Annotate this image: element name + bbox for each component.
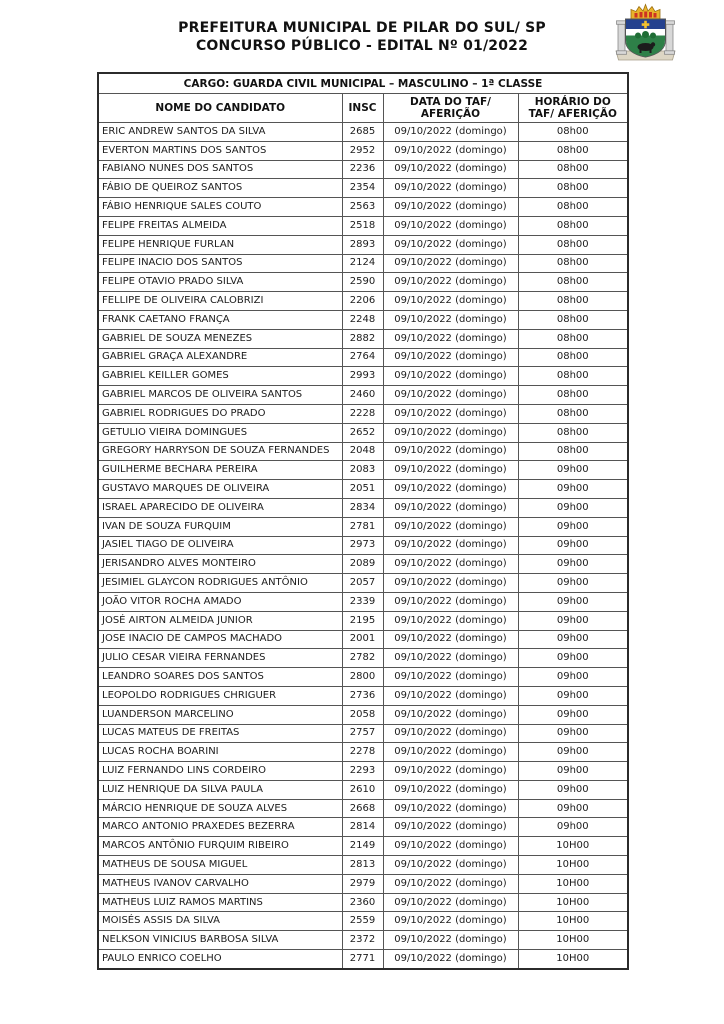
table-row bbox=[98, 423, 628, 442]
cell-taf-date: 09/10/2022 (domingo) bbox=[383, 724, 518, 743]
cell-insc: 2124 bbox=[342, 254, 383, 273]
cell-taf-date: 09/10/2022 (domingo) bbox=[383, 649, 518, 668]
cell-taf-date: 09/10/2022 (domingo) bbox=[383, 198, 518, 217]
cell-taf-date: 09/10/2022 (domingo) bbox=[383, 310, 518, 329]
cell-taf-time: 09h00 bbox=[518, 799, 628, 818]
table-row bbox=[98, 611, 628, 630]
cell-candidate-name: GABRIEL RODRIGUES DO PRADO bbox=[98, 404, 342, 423]
cell-insc: 2248 bbox=[342, 310, 383, 329]
cell-insc: 2610 bbox=[342, 780, 383, 799]
table-row bbox=[98, 893, 628, 912]
cell-candidate-name: FÁBIO DE QUEIROZ SANTOS bbox=[98, 179, 342, 198]
cell-taf-time: 08h00 bbox=[518, 404, 628, 423]
cell-taf-date: 09/10/2022 (domingo) bbox=[383, 179, 518, 198]
cell-insc: 2354 bbox=[342, 179, 383, 198]
cell-candidate-name: ISRAEL APARECIDO DE OLIVEIRA bbox=[98, 498, 342, 517]
cell-taf-time: 09h00 bbox=[518, 686, 628, 705]
title-line-1: PREFEITURA MUNICIPAL DE PILAR DO SUL/ SP bbox=[178, 20, 546, 36]
cell-insc: 2360 bbox=[342, 893, 383, 912]
cell-taf-time: 09h00 bbox=[518, 762, 628, 781]
table-row bbox=[98, 179, 628, 198]
cell-taf-date: 09/10/2022 (domingo) bbox=[383, 273, 518, 292]
cell-taf-time: 08h00 bbox=[518, 216, 628, 235]
cell-candidate-name: GABRIEL MARCOS DE OLIVEIRA SANTOS bbox=[98, 386, 342, 405]
cell-taf-time: 09h00 bbox=[518, 724, 628, 743]
cell-candidate-name: LEANDRO SOARES DOS SANTOS bbox=[98, 668, 342, 687]
table-row bbox=[98, 555, 628, 574]
cell-taf-time: 09h00 bbox=[518, 517, 628, 536]
cell-taf-time: 08h00 bbox=[518, 442, 628, 461]
table-row bbox=[98, 310, 628, 329]
candidate-table bbox=[97, 72, 629, 970]
table-row bbox=[98, 536, 628, 555]
cell-taf-date: 09/10/2022 (domingo) bbox=[383, 555, 518, 574]
cell-taf-date: 09/10/2022 (domingo) bbox=[383, 517, 518, 536]
cell-taf-time: 08h00 bbox=[518, 310, 628, 329]
cell-candidate-name: MATHEUS LUIZ RAMOS MARTINS bbox=[98, 893, 342, 912]
cell-taf-time: 08h00 bbox=[518, 198, 628, 217]
cell-taf-date: 09/10/2022 (domingo) bbox=[383, 705, 518, 724]
cell-taf-date: 09/10/2022 (domingo) bbox=[383, 592, 518, 611]
cell-candidate-name: JOÃO VITOR ROCHA AMADO bbox=[98, 592, 342, 611]
cell-candidate-name: PAULO ENRICO COELHO bbox=[98, 950, 342, 969]
table-row bbox=[98, 592, 628, 611]
table-row bbox=[98, 292, 628, 311]
cell-taf-date: 09/10/2022 (domingo) bbox=[383, 423, 518, 442]
cell-candidate-name: JOSE INACIO DE CAMPOS MACHADO bbox=[98, 630, 342, 649]
table-row bbox=[98, 818, 628, 837]
table-row bbox=[98, 235, 628, 254]
cell-insc: 2563 bbox=[342, 198, 383, 217]
cell-candidate-name: LEOPOLDO RODRIGUES CHRIGUER bbox=[98, 686, 342, 705]
cell-insc: 2668 bbox=[342, 799, 383, 818]
column-header-time: HORÁRIO DO TAF/ AFERIÇÃO bbox=[518, 94, 628, 123]
cell-candidate-name: GETULIO VIEIRA DOMINGUES bbox=[98, 423, 342, 442]
cell-taf-date: 09/10/2022 (domingo) bbox=[383, 837, 518, 856]
cell-candidate-name: LUCAS ROCHA BOARINI bbox=[98, 743, 342, 762]
cell-taf-date: 09/10/2022 (domingo) bbox=[383, 856, 518, 875]
table-row bbox=[98, 404, 628, 423]
cell-insc: 2771 bbox=[342, 950, 383, 969]
cell-candidate-name: GREGORY HARRYSON DE SOUZA FERNANDES bbox=[98, 442, 342, 461]
cell-taf-date: 09/10/2022 (domingo) bbox=[383, 461, 518, 480]
table-row bbox=[98, 329, 628, 348]
cell-taf-date: 09/10/2022 (domingo) bbox=[383, 574, 518, 593]
cell-taf-date: 09/10/2022 (domingo) bbox=[383, 329, 518, 348]
cell-insc: 2048 bbox=[342, 442, 383, 461]
table-row bbox=[98, 743, 628, 762]
cell-insc: 2460 bbox=[342, 386, 383, 405]
cell-taf-time: 08h00 bbox=[518, 367, 628, 386]
column-header-name: NOME DO CANDIDATO bbox=[98, 94, 342, 123]
cell-taf-time: 10H00 bbox=[518, 837, 628, 856]
cell-insc: 2195 bbox=[342, 611, 383, 630]
cell-candidate-name: IVAN DE SOUZA FURQUIM bbox=[98, 517, 342, 536]
table-row bbox=[98, 254, 628, 273]
cell-taf-time: 08h00 bbox=[518, 329, 628, 348]
cell-taf-date: 09/10/2022 (domingo) bbox=[383, 292, 518, 311]
table-row bbox=[98, 141, 628, 160]
cell-insc: 2800 bbox=[342, 668, 383, 687]
cell-taf-time: 09h00 bbox=[518, 780, 628, 799]
cell-candidate-name: FELIPE HENRIQUE FURLAN bbox=[98, 235, 342, 254]
cell-candidate-name: FÁBIO HENRIQUE SALES COUTO bbox=[98, 198, 342, 217]
table-row bbox=[98, 856, 628, 875]
table-row bbox=[98, 480, 628, 499]
cell-taf-time: 10H00 bbox=[518, 856, 628, 875]
cell-insc: 2058 bbox=[342, 705, 383, 724]
cell-taf-time: 09h00 bbox=[518, 592, 628, 611]
table-row bbox=[98, 517, 628, 536]
cell-taf-time: 10H00 bbox=[518, 874, 628, 893]
cell-taf-date: 09/10/2022 (domingo) bbox=[383, 912, 518, 931]
cell-candidate-name: LUIZ FERNANDO LINS CORDEIRO bbox=[98, 762, 342, 781]
cell-insc: 2590 bbox=[342, 273, 383, 292]
cell-taf-date: 09/10/2022 (domingo) bbox=[383, 367, 518, 386]
cell-taf-time: 10H00 bbox=[518, 950, 628, 969]
cell-taf-time: 08h00 bbox=[518, 386, 628, 405]
cell-taf-date: 09/10/2022 (domingo) bbox=[383, 931, 518, 950]
column-header-date: DATA DO TAF/ AFERIÇÃO bbox=[383, 94, 518, 123]
cell-taf-date: 09/10/2022 (domingo) bbox=[383, 950, 518, 969]
cell-taf-time: 09h00 bbox=[518, 498, 628, 517]
cell-candidate-name: MÁRCIO HENRIQUE DE SOUZA ALVES bbox=[98, 799, 342, 818]
table-row bbox=[98, 837, 628, 856]
cell-taf-time: 09h00 bbox=[518, 480, 628, 499]
table-row bbox=[98, 574, 628, 593]
table-row bbox=[98, 386, 628, 405]
cell-candidate-name: NELKSON VINICIUS BARBOSA SILVA bbox=[98, 931, 342, 950]
cell-candidate-name: JULIO CESAR VIEIRA FERNANDES bbox=[98, 649, 342, 668]
cell-insc: 2278 bbox=[342, 743, 383, 762]
cell-candidate-name: FELIPE INACIO DOS SANTOS bbox=[98, 254, 342, 273]
cell-candidate-name: JOSÉ AIRTON ALMEIDA JUNIOR bbox=[98, 611, 342, 630]
cell-taf-date: 09/10/2022 (domingo) bbox=[383, 536, 518, 555]
cell-candidate-name: JESIMIEL GLAYCON RODRIGUES ANTÔNIO bbox=[98, 574, 342, 593]
cell-candidate-name: EVERTON MARTINS DOS SANTOS bbox=[98, 141, 342, 160]
cell-taf-date: 09/10/2022 (domingo) bbox=[383, 611, 518, 630]
cell-insc: 2952 bbox=[342, 141, 383, 160]
cell-taf-date: 09/10/2022 (domingo) bbox=[383, 480, 518, 499]
cell-insc: 2814 bbox=[342, 818, 383, 837]
cell-insc: 2236 bbox=[342, 160, 383, 179]
cell-taf-time: 09h00 bbox=[518, 630, 628, 649]
table-row bbox=[98, 724, 628, 743]
table-row bbox=[98, 874, 628, 893]
cell-taf-date: 09/10/2022 (domingo) bbox=[383, 818, 518, 837]
cell-insc: 2973 bbox=[342, 536, 383, 555]
cell-candidate-name: GUILHERME BECHARA PEREIRA bbox=[98, 461, 342, 480]
cell-insc: 2685 bbox=[342, 123, 383, 142]
cell-taf-time: 08h00 bbox=[518, 123, 628, 142]
table-row bbox=[98, 931, 628, 950]
cell-insc: 2736 bbox=[342, 686, 383, 705]
cell-taf-date: 09/10/2022 (domingo) bbox=[383, 141, 518, 160]
coat-of-arms-icon bbox=[608, 2, 683, 64]
table-row bbox=[98, 198, 628, 217]
cell-taf-time: 10H00 bbox=[518, 912, 628, 931]
cell-taf-time: 10H00 bbox=[518, 893, 628, 912]
title-line-2: CONCURSO PÚBLICO - EDITAL Nº 01/2022 bbox=[195, 38, 529, 54]
cell-taf-date: 09/10/2022 (domingo) bbox=[383, 874, 518, 893]
cell-insc: 2882 bbox=[342, 329, 383, 348]
cell-insc: 2559 bbox=[342, 912, 383, 931]
cell-taf-date: 09/10/2022 (domingo) bbox=[383, 498, 518, 517]
table-row bbox=[98, 273, 628, 292]
cell-taf-date: 09/10/2022 (domingo) bbox=[383, 386, 518, 405]
cell-insc: 2206 bbox=[342, 292, 383, 311]
cell-taf-date: 09/10/2022 (domingo) bbox=[383, 799, 518, 818]
cell-insc: 2893 bbox=[342, 235, 383, 254]
cell-taf-time: 09h00 bbox=[518, 705, 628, 724]
cell-insc: 2652 bbox=[342, 423, 383, 442]
cell-insc: 2339 bbox=[342, 592, 383, 611]
cell-taf-time: 08h00 bbox=[518, 273, 628, 292]
cell-taf-date: 09/10/2022 (domingo) bbox=[383, 686, 518, 705]
cell-taf-time: 08h00 bbox=[518, 254, 628, 273]
cell-taf-date: 09/10/2022 (domingo) bbox=[383, 442, 518, 461]
cell-taf-time: 08h00 bbox=[518, 235, 628, 254]
table-row bbox=[98, 762, 628, 781]
cell-taf-date: 09/10/2022 (domingo) bbox=[383, 254, 518, 273]
table-row bbox=[98, 630, 628, 649]
cell-taf-time: 08h00 bbox=[518, 141, 628, 160]
cell-taf-date: 09/10/2022 (domingo) bbox=[383, 762, 518, 781]
cell-candidate-name: JERISANDRO ALVES MONTEIRO bbox=[98, 555, 342, 574]
table-row bbox=[98, 216, 628, 235]
table-row bbox=[98, 912, 628, 931]
table-row bbox=[98, 649, 628, 668]
cell-taf-time: 09h00 bbox=[518, 461, 628, 480]
cell-insc: 2834 bbox=[342, 498, 383, 517]
cell-insc: 2979 bbox=[342, 874, 383, 893]
cell-insc: 2764 bbox=[342, 348, 383, 367]
cell-taf-time: 09h00 bbox=[518, 536, 628, 555]
cell-candidate-name: GABRIEL DE SOUZA MENEZES bbox=[98, 329, 342, 348]
cell-candidate-name: MOISÉS ASSIS DA SILVA bbox=[98, 912, 342, 931]
cell-candidate-name: FELLIPE DE OLIVEIRA CALOBRIZI bbox=[98, 292, 342, 311]
table-row bbox=[98, 442, 628, 461]
table-caption-row bbox=[98, 73, 628, 94]
table-row bbox=[98, 348, 628, 367]
table-caption: CARGO: GUARDA CIVIL MUNICIPAL – MASCULINO – 1ª CLASSE bbox=[98, 73, 628, 94]
cell-insc: 2372 bbox=[342, 931, 383, 950]
cell-insc: 2781 bbox=[342, 517, 383, 536]
cell-insc: 2001 bbox=[342, 630, 383, 649]
cell-candidate-name: JASIEL TIAGO DE OLIVEIRA bbox=[98, 536, 342, 555]
table-row bbox=[98, 780, 628, 799]
table-row bbox=[98, 498, 628, 517]
table-row bbox=[98, 160, 628, 179]
table-row bbox=[98, 668, 628, 687]
cell-taf-time: 08h00 bbox=[518, 423, 628, 442]
cell-candidate-name: MATHEUS IVANOV CARVALHO bbox=[98, 874, 342, 893]
cell-candidate-name: FELIPE FREITAS ALMEIDA bbox=[98, 216, 342, 235]
cell-insc: 2057 bbox=[342, 574, 383, 593]
cell-taf-date: 09/10/2022 (domingo) bbox=[383, 780, 518, 799]
cell-taf-date: 09/10/2022 (domingo) bbox=[383, 893, 518, 912]
candidate-table-body bbox=[98, 123, 628, 969]
cell-taf-date: 09/10/2022 (domingo) bbox=[383, 668, 518, 687]
cell-insc: 2813 bbox=[342, 856, 383, 875]
cell-taf-date: 09/10/2022 (domingo) bbox=[383, 216, 518, 235]
cell-taf-time: 09h00 bbox=[518, 668, 628, 687]
cell-insc: 2228 bbox=[342, 404, 383, 423]
cell-taf-date: 09/10/2022 (domingo) bbox=[383, 235, 518, 254]
cell-insc: 2518 bbox=[342, 216, 383, 235]
cell-insc: 2782 bbox=[342, 649, 383, 668]
cell-insc: 2083 bbox=[342, 461, 383, 480]
cell-taf-time: 09h00 bbox=[518, 574, 628, 593]
table-row bbox=[98, 123, 628, 142]
cell-taf-time: 10H00 bbox=[518, 931, 628, 950]
table-row bbox=[98, 686, 628, 705]
cell-candidate-name: LUIZ HENRIQUE DA SILVA PAULA bbox=[98, 780, 342, 799]
cell-insc: 2993 bbox=[342, 367, 383, 386]
cell-insc: 2089 bbox=[342, 555, 383, 574]
cell-taf-date: 09/10/2022 (domingo) bbox=[383, 123, 518, 142]
cell-taf-time: 08h00 bbox=[518, 348, 628, 367]
cell-taf-time: 09h00 bbox=[518, 555, 628, 574]
cell-candidate-name: LUCAS MATEUS DE FREITAS bbox=[98, 724, 342, 743]
column-header-insc: INSC bbox=[342, 94, 383, 123]
cell-taf-time: 08h00 bbox=[518, 292, 628, 311]
cell-candidate-name: FRANK CAETANO FRANÇA bbox=[98, 310, 342, 329]
cell-candidate-name: MARCO ANTONIO PRAXEDES BEZERRA bbox=[98, 818, 342, 837]
cell-candidate-name: GABRIEL KEILLER GOMES bbox=[98, 367, 342, 386]
cell-taf-date: 09/10/2022 (domingo) bbox=[383, 404, 518, 423]
cell-taf-date: 09/10/2022 (domingo) bbox=[383, 743, 518, 762]
table-header-row bbox=[98, 94, 628, 123]
cell-taf-time: 09h00 bbox=[518, 611, 628, 630]
table-row bbox=[98, 705, 628, 724]
cell-taf-time: 09h00 bbox=[518, 818, 628, 837]
cell-insc: 2051 bbox=[342, 480, 383, 499]
cell-taf-time: 08h00 bbox=[518, 160, 628, 179]
cell-taf-date: 09/10/2022 (domingo) bbox=[383, 348, 518, 367]
cell-candidate-name: LUANDERSON MARCELINO bbox=[98, 705, 342, 724]
cell-insc: 2149 bbox=[342, 837, 383, 856]
cell-taf-date: 09/10/2022 (domingo) bbox=[383, 160, 518, 179]
cell-insc: 2757 bbox=[342, 724, 383, 743]
table-row bbox=[98, 367, 628, 386]
cell-insc: 2293 bbox=[342, 762, 383, 781]
table-row bbox=[98, 799, 628, 818]
cell-candidate-name: MARCOS ANTÔNIO FURQUIM RIBEIRO bbox=[98, 837, 342, 856]
cell-taf-time: 08h00 bbox=[518, 179, 628, 198]
cell-candidate-name: GABRIEL GRAÇA ALEXANDRE bbox=[98, 348, 342, 367]
cell-candidate-name: MATHEUS DE SOUSA MIGUEL bbox=[98, 856, 342, 875]
cell-candidate-name: FABIANO NUNES DOS SANTOS bbox=[98, 160, 342, 179]
cell-candidate-name: FELIPE OTAVIO PRADO SILVA bbox=[98, 273, 342, 292]
cell-taf-date: 09/10/2022 (domingo) bbox=[383, 630, 518, 649]
cell-candidate-name: ERIC ANDREW SANTOS DA SILVA bbox=[98, 123, 342, 142]
table-row bbox=[98, 461, 628, 480]
cell-taf-time: 09h00 bbox=[518, 649, 628, 668]
cell-candidate-name: GUSTAVO MARQUES DE OLIVEIRA bbox=[98, 480, 342, 499]
cell-taf-time: 09h00 bbox=[518, 743, 628, 762]
table-row bbox=[98, 950, 628, 969]
